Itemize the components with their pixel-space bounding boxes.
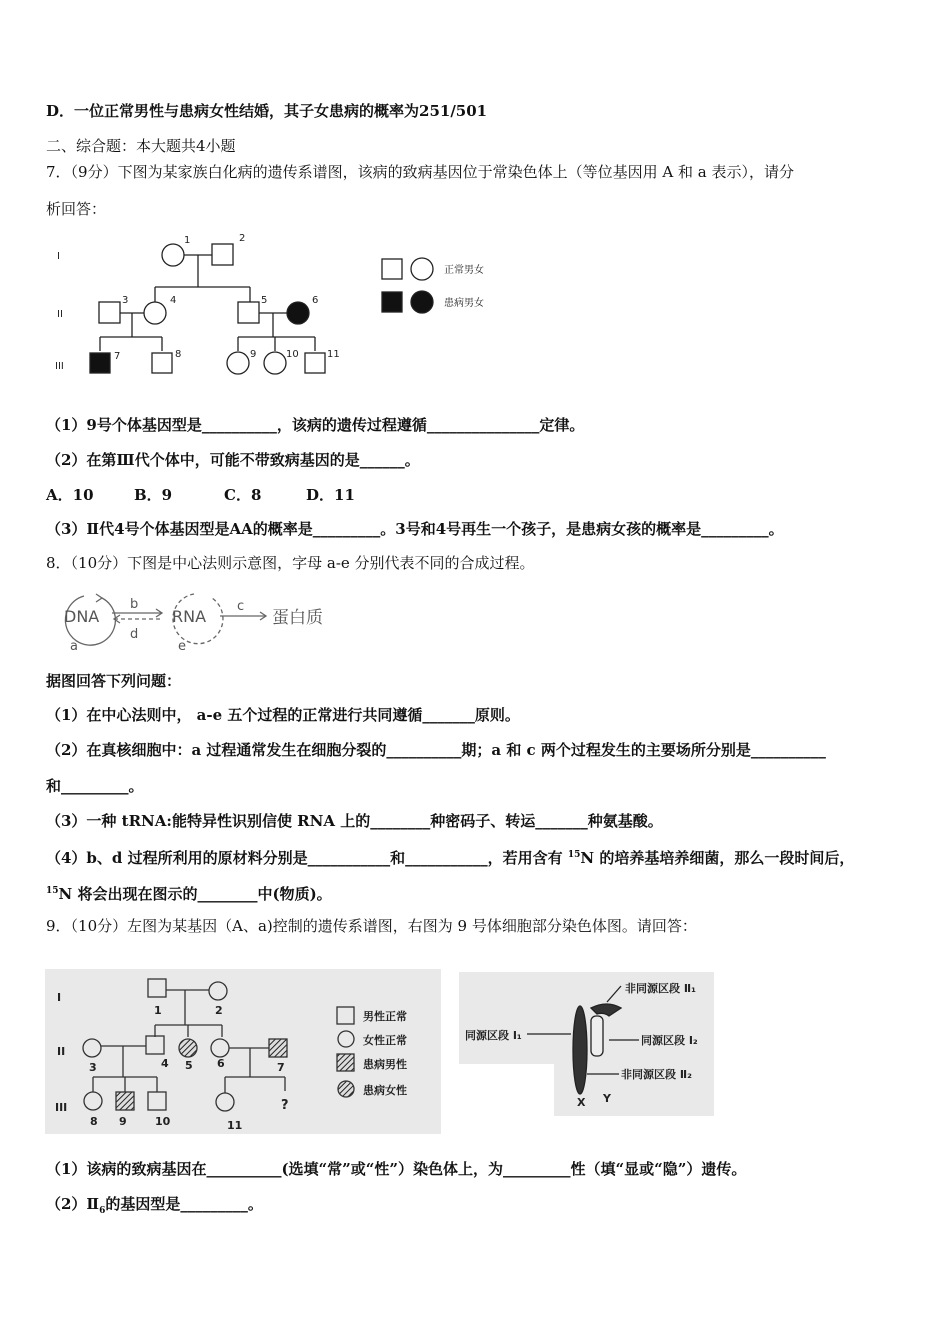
individual-10: [264, 352, 286, 374]
id-4: 4: [161, 1057, 169, 1070]
label-nonhomologous-2: 非同源区段 Ⅱ₂: [621, 1068, 692, 1081]
id-5: 5: [261, 295, 268, 306]
id-2: 2: [239, 233, 246, 244]
q8-sub4-part-a: （4）b、d 过程所利用的原材料分别是___________和___________，若用含有: [46, 849, 568, 867]
id-7: 7: [277, 1061, 285, 1074]
individual-3: [99, 302, 120, 323]
id-10: 10: [155, 1115, 171, 1128]
label-homologous-1: 同源区段 Ⅰ₁: [465, 1029, 522, 1042]
legend-affected-male-icon: [337, 1054, 354, 1071]
individual-7: [90, 353, 110, 373]
id-6: 6: [217, 1057, 225, 1070]
id-1: 1: [154, 1004, 162, 1017]
legend-affected-female-icon: [338, 1081, 354, 1097]
q7-option-c: C．8: [224, 486, 262, 504]
q9-sub2-part-a: （2）Ⅱ: [46, 1195, 100, 1213]
id-8: 8: [175, 349, 182, 360]
q9-sub2-part-b: 的基因型是_________。: [105, 1195, 263, 1213]
label-b: b: [130, 597, 139, 612]
x-chromosome: [573, 1006, 587, 1094]
q8-sub4-line2: [46, 881, 332, 904]
q8-sub4-part-b: N 的培养基培养细菌，那么一段时间后，: [580, 849, 855, 867]
label-c: c: [237, 599, 245, 614]
id-5: 5: [185, 1059, 193, 1072]
id-9: 9: [250, 349, 257, 360]
q7-option-d: D．11: [306, 486, 355, 504]
y-chromosome-body: [591, 1016, 603, 1056]
legend-affected-label: 患病男女: [444, 298, 484, 309]
id-7: 7: [114, 351, 121, 362]
id-3: 3: [122, 295, 129, 306]
q8-sub2-line2: 和_________。: [46, 777, 144, 795]
q9-stem: 9．（10分）左图为某基因（A、a)控制的遗传系谱图，右图为 9 号体细胞部分染色体图。请回答：: [46, 917, 697, 935]
id-9: 9: [119, 1115, 127, 1128]
rna-label: RNA: [172, 607, 207, 626]
q9-pedigree-figure: [45, 969, 441, 1134]
q9-sub1: （1）该病的致病基因在__________(选填“常”或“性”）染色体上，为_________性（填“显或“隐”）遗传。: [46, 1160, 747, 1178]
gen-label-3: III: [55, 361, 64, 372]
gen-label-3: III: [55, 1101, 68, 1114]
label-nonhomologous-1: 非同源区段 Ⅱ₁: [625, 982, 696, 995]
individual-9: [227, 352, 249, 374]
legend-normal-label: 正常男女: [444, 265, 484, 276]
id-11: 11: [227, 1119, 243, 1132]
id-3: 3: [89, 1061, 97, 1074]
id-10: 10: [286, 349, 299, 360]
q7-sub2: （2）在第Ⅲ代个体中，可能不带致病基因的是______。: [46, 451, 420, 469]
individual-5: [238, 302, 259, 323]
q7-option-a: A．10: [46, 486, 94, 504]
q8-sub4-line2-text: N 将会出现在图示的________中(物质)。: [58, 885, 332, 903]
q7-sub3: （3）Ⅱ代4号个体基因型是AA的概率是_________。3号和4号再生一个孩子，是患病女孩的概率是_________。: [46, 520, 784, 538]
id-8: 8: [90, 1115, 98, 1128]
id-1: 1: [184, 235, 191, 246]
individual-4: [144, 302, 166, 324]
individual-11: [305, 353, 325, 373]
label-x: X: [577, 1096, 586, 1109]
legend-normal-male-icon: [382, 259, 402, 279]
dna-label: DNA: [64, 607, 100, 626]
protein-label: 蛋白质: [272, 608, 323, 628]
legend-normal-female-icon: [411, 258, 433, 280]
q6-option-d: D．一位正常男性与患病女性结婚，其子女患病的概率为251/501: [46, 102, 488, 120]
q7-stem-line2: 析回答：: [46, 200, 107, 218]
gen-label-1: I: [57, 991, 62, 1004]
individual-7: [269, 1039, 287, 1057]
gen-label-1: I: [57, 251, 60, 262]
legend-label-3: 患病男性: [363, 1058, 407, 1071]
id-unknown: ?: [281, 1098, 289, 1113]
q8-intro: 据图回答下列问题：: [46, 672, 182, 690]
q8-stem: 8．（10分）下图是中心法则示意图，字母 a-e 分别代表不同的合成过程。: [46, 554, 535, 572]
gen-label-2: II: [57, 309, 63, 320]
id-4: 4: [170, 295, 177, 306]
q7-option-b: B．9: [134, 486, 173, 504]
q8-sub4-line1: [46, 845, 854, 868]
label-homologous-2: 同源区段 Ⅰ₂: [641, 1034, 698, 1047]
q8-sub4-superscript: 15: [567, 850, 581, 860]
individual-6: [287, 302, 309, 324]
label-e: e: [178, 639, 186, 654]
label-y: Y: [603, 1092, 611, 1105]
individual-2: [212, 244, 233, 265]
q8-sub3: （3）一种 tRNA:能特异性识别信使 RNA 上的________种密码子、转运_______种氨基酸。: [46, 812, 663, 830]
section-heading: 二、综合题：本大题共4小题: [46, 137, 236, 155]
label-d: d: [130, 627, 139, 642]
individual-1: [162, 244, 184, 266]
legend-label-1: 男性正常: [363, 1010, 407, 1023]
individual-9: [116, 1092, 134, 1110]
id-11: 11: [327, 349, 340, 360]
legend-label-2: 女性正常: [363, 1034, 407, 1047]
gen-label-2: II: [57, 1045, 66, 1058]
id-2: 2: [215, 1004, 223, 1017]
q8-sub2-line1: （2）在真核细胞中：a 过程通常发生在细胞分裂的__________期；a 和 c 两个过程发生的主要场所分别是__________: [46, 741, 826, 759]
q9-sub2: [46, 1194, 263, 1221]
q7-stem-line1: 7．（9分）下图为某家族白化病的遗传系谱图，该病的致病基因位于常染色体上（等位基因用 A 和 a 表示），请分: [46, 163, 794, 181]
q7-pedigree-figure: [40, 225, 520, 385]
legend-affected-male-icon: [382, 292, 402, 312]
legend-affected-female-icon: [411, 291, 433, 313]
q7-sub1: （1）9号个体基因型是__________，该病的遗传过程遵循_______________定律。: [46, 416, 585, 434]
individual-8: [152, 353, 172, 373]
central-dogma-diagram: [44, 586, 344, 656]
q8-sub1: （1）在中心法则中， a-e 五个过程的正常进行共同遵循_______原则。: [46, 706, 520, 724]
individual-5: [179, 1039, 197, 1057]
label-a: a: [70, 639, 78, 654]
q8-sub4-line2-superscript: 15: [46, 886, 59, 896]
q9-chromosome-figure: [459, 972, 714, 1116]
q9-sub2-subscript: 6: [99, 1206, 106, 1216]
legend-label-4: 患病女性: [363, 1084, 407, 1097]
id-6: 6: [312, 295, 319, 306]
